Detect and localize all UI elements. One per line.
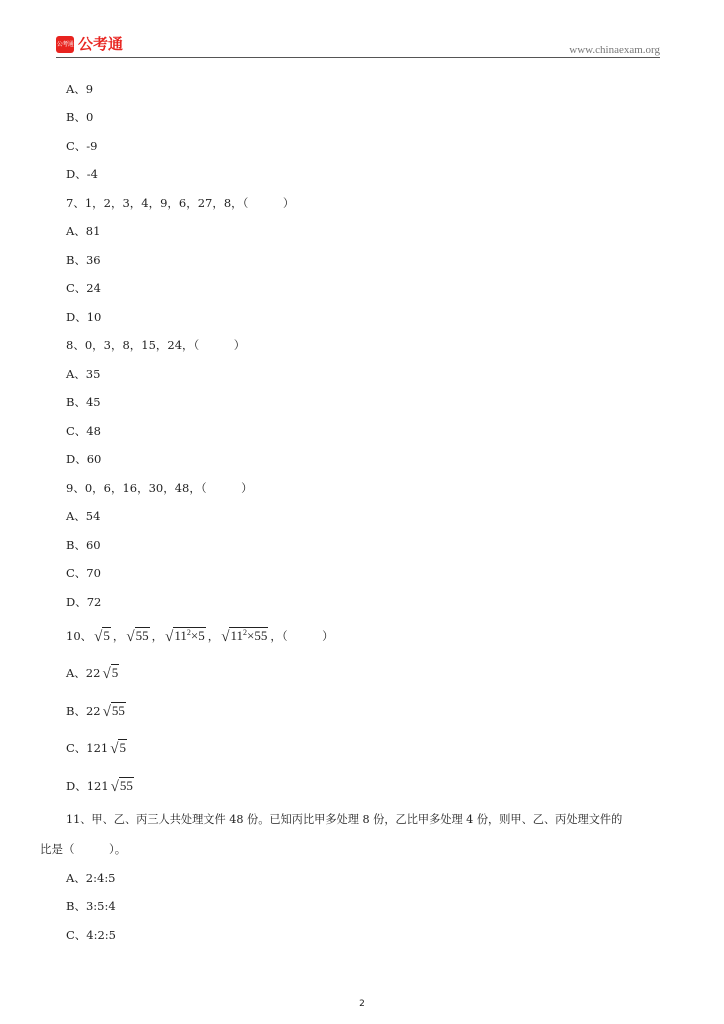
q6-option-a: A、9 — [66, 82, 94, 96]
q10-option-d-prefix: D、121 — [66, 779, 109, 793]
q10-option-a-sqrt — [102, 666, 119, 680]
q10-term-1 — [94, 629, 111, 643]
q10-term-3-times: × — [190, 628, 199, 643]
q10-option-a-radicand: 5 — [111, 665, 119, 680]
q10-option-c-sqrt — [110, 741, 127, 755]
q7-option-b: B、36 — [66, 253, 101, 267]
q10-term-4-base: 11 — [230, 628, 243, 643]
q11-stem-line-2: 比是（ ）。 — [40, 842, 127, 856]
q9-option-c: C、70 — [66, 566, 101, 580]
q10-option-c-radicand: 5 — [119, 740, 126, 755]
q10-option-d-radicand: 55 — [119, 778, 133, 793]
q10-option-b-radicand: 55 — [111, 703, 125, 718]
q10-term-4-exponent: 2 — [242, 628, 247, 637]
sqrt-icon: √ — [102, 666, 111, 682]
q8-option-d: D、60 — [66, 452, 102, 466]
q10-blank: （ ） — [281, 629, 334, 643]
sqrt-icon: √ — [110, 741, 119, 757]
q10-sep-1: ， — [112, 629, 125, 643]
q10-option-c — [66, 741, 129, 755]
logo — [56, 35, 123, 53]
site-url: www.chinaexam.org — [569, 44, 660, 56]
q10-option-a — [66, 666, 121, 680]
header-divider — [56, 57, 660, 58]
q9-option-d: D、72 — [66, 595, 102, 609]
q11-option-c: C、4:2:5 — [66, 928, 116, 942]
q9-stem: 9、0，6，16，30，48，（ ） — [66, 481, 253, 495]
q11-option-b: B、3:5:4 — [66, 899, 116, 913]
q10-sep-2: ， — [151, 629, 164, 643]
sqrt-icon: √ — [126, 629, 135, 645]
q10-term-4 — [221, 626, 268, 643]
q7-option-c: C、24 — [66, 281, 101, 295]
q10-term-2-radicand: 55 — [135, 628, 149, 643]
q10-option-d-sqrt — [111, 779, 134, 793]
q10-term-3-exponent: 2 — [186, 628, 191, 637]
q10-sep-3: ， — [207, 629, 220, 643]
sqrt-icon: √ — [221, 629, 230, 645]
q6-option-b: B、0 — [66, 110, 94, 124]
q8-option-a: A、35 — [66, 367, 101, 381]
q10-term-3-radicand — [173, 627, 205, 643]
q11-option-a: A、2:4:5 — [66, 871, 116, 885]
q10-stem — [66, 626, 334, 643]
sqrt-icon: √ — [110, 779, 119, 795]
q10-option-b-prefix: B、22 — [66, 704, 101, 718]
q9-option-a: A、54 — [66, 509, 101, 523]
sqrt-icon: √ — [165, 629, 174, 645]
q10-option-b-sqrt — [103, 704, 126, 718]
q10-number: 10、 — [66, 629, 93, 643]
q10-sep-4: ， — [270, 629, 282, 643]
q10-option-a-prefix: A、22 — [66, 666, 101, 680]
q7-option-a: A、81 — [66, 224, 101, 238]
q8-option-c: C、48 — [66, 424, 101, 438]
q11-stem-line-1: 11、甲、乙、丙三人共处理文件 48 份。已知丙比甲多处理 8 份，乙比甲多处理 4 份，则甲、乙、丙处理文件的 — [66, 813, 623, 826]
page-number: 2 — [359, 999, 365, 1009]
q6-option-c: C、-9 — [66, 139, 98, 153]
q8-stem: 8、0，3，8，15，24，（ ） — [66, 338, 246, 352]
q7-option-d: D、10 — [66, 310, 102, 324]
sqrt-icon: √ — [102, 704, 111, 720]
q8-option-b: B、45 — [66, 395, 101, 409]
q9-option-b: B、60 — [66, 538, 101, 552]
q6-option-d: D、-4 — [66, 167, 98, 181]
logo-badge-icon: 公考通 — [56, 36, 74, 53]
q10-term-3 — [165, 626, 206, 643]
q10-option-c-prefix: C、121 — [66, 741, 109, 755]
logo-text: 公考通 — [78, 35, 124, 53]
q10-term-4-times: × — [246, 628, 255, 643]
q10-term-2 — [126, 629, 149, 643]
q7-stem: 7、1，2，3，4，9，6，27，8，（ ） — [66, 196, 295, 210]
q10-option-d — [66, 779, 136, 793]
page-header — [0, 0, 724, 60]
q10-term-4-radicand — [229, 627, 268, 643]
q10-term-4-factor: 55 — [254, 628, 268, 643]
q10-term-1-radicand: 5 — [103, 628, 110, 643]
q10-term-3-base: 11 — [174, 628, 187, 643]
sqrt-icon: √ — [94, 629, 103, 645]
q10-term-3-factor: 5 — [198, 628, 205, 643]
q10-option-b — [66, 704, 128, 718]
